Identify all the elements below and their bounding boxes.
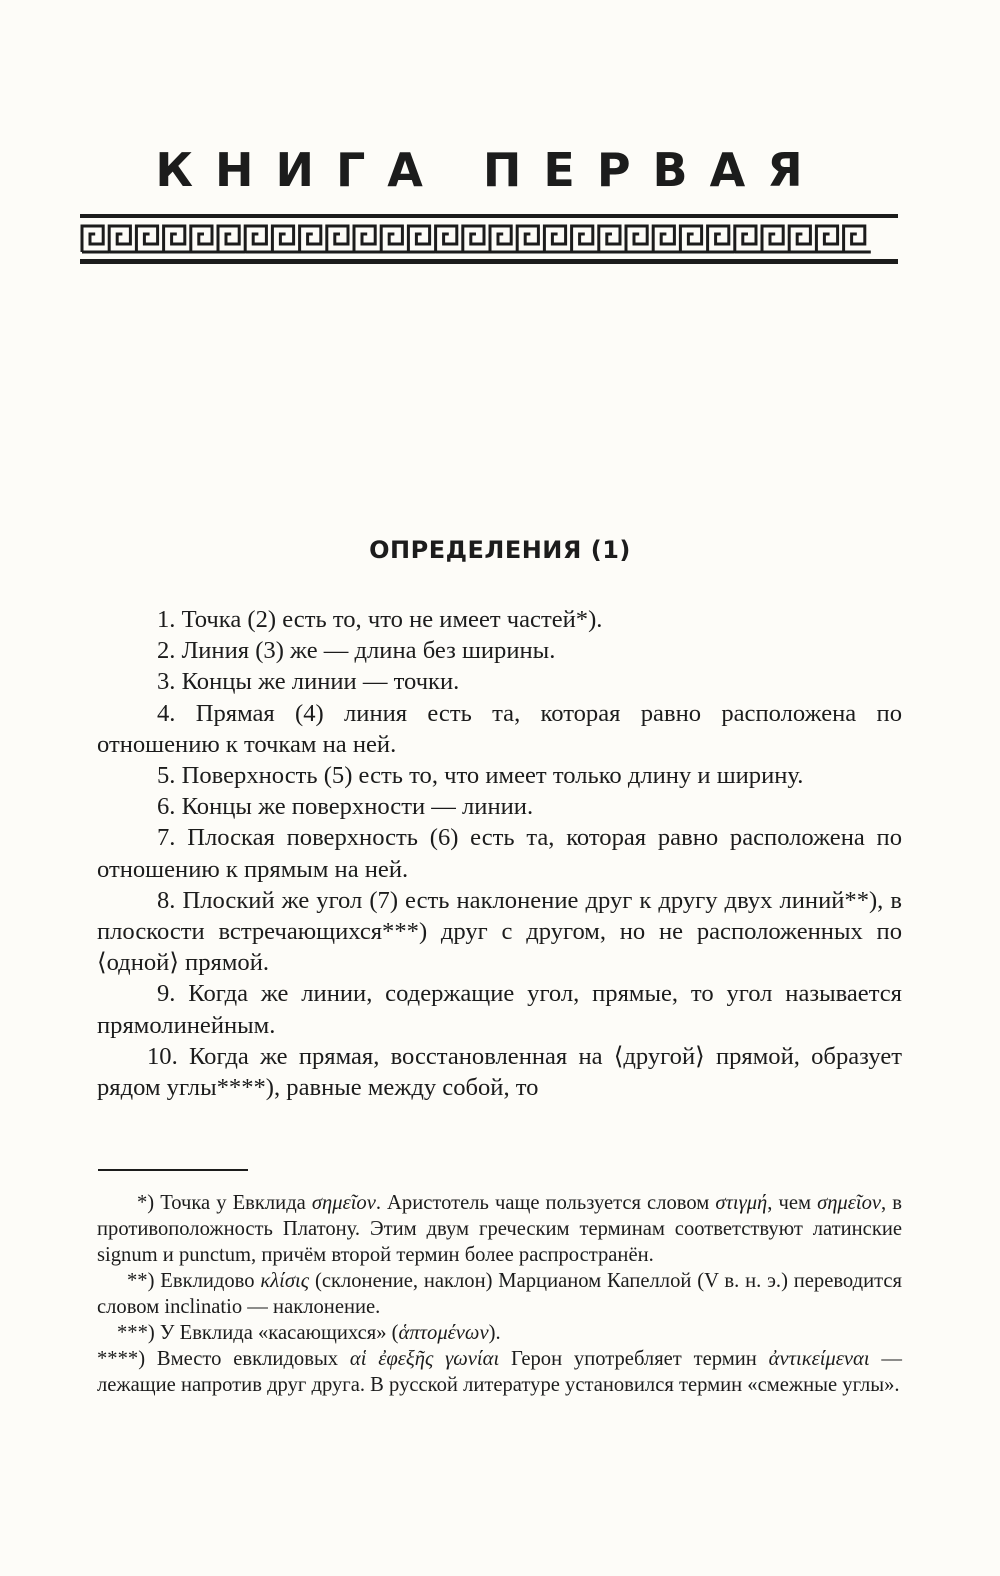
definitions-list xyxy=(97,604,902,1103)
footnote-4 xyxy=(97,1346,902,1398)
footnote-text: Герон употребляет термин xyxy=(499,1348,769,1370)
definition-6: 6. Концы же поверхности — линии. xyxy=(157,793,534,821)
definition-1: 1. Точка (2) есть то, что не имеет частей*). xyxy=(157,606,603,633)
footnote-text: , в противоположность Платону. Этим двум греческим терминам соответствуют латинские signum и punctum, причём второй термин более распространён. xyxy=(97,1192,902,1266)
greek-key-meander-icon xyxy=(80,212,898,266)
footnote-1 xyxy=(97,1190,902,1268)
definition-3: 3. Концы же линии — точки. xyxy=(157,668,460,696)
footnote-text: (склонение, наклон) Марцианом Капеллой (V в. н. э.) переводится словом inclinatio — наклонение. xyxy=(97,1270,902,1318)
footnote-divider xyxy=(98,1169,248,1171)
definition-4: 4. Прямая (4) линия есть та, которая равно расположена по отношению к точкам на ней. xyxy=(97,699,902,758)
footnote-text: — лежащие напротив друг друга. В русской литературе установился термин «смежные углы». xyxy=(97,1348,902,1396)
greek-term: στιγμή xyxy=(715,1192,768,1214)
definition-8: 8. Плоский же угол (7) есть наклонение друг к другу двух линий**), в плоскости встречающихся***) друг с другом, но не расположенных по ⟨одной⟩ прямой. xyxy=(97,886,902,977)
definition-7: 7. Плоская поверхность (6) есть та, которая равно расположена по отношению к прямым на ней. xyxy=(97,824,902,883)
definition-9: 9. Когда же линии, содержащие угол, прямые, то угол называется прямолинейным. xyxy=(97,980,902,1039)
greek-term: σημεῖον xyxy=(311,1192,376,1214)
greek-term: αἱ ἐφεξῆς γωνίαι xyxy=(349,1348,500,1370)
footnote-text: ****) Вместо евклидовых xyxy=(97,1348,350,1370)
footnote-text: ). xyxy=(488,1322,501,1344)
greek-term: ἁπτομένων xyxy=(398,1322,489,1344)
footnote-text: **) Евклидово xyxy=(127,1270,261,1292)
footnote-text: ***) У Евклида «касающихся» ( xyxy=(117,1322,399,1344)
footnotes-list xyxy=(97,1190,902,1398)
greek-term: ἀντικείμεναι xyxy=(768,1348,870,1370)
footnote-text: , чем xyxy=(767,1192,818,1214)
footnote-2 xyxy=(97,1268,902,1320)
greek-term: κλίσις xyxy=(260,1270,310,1292)
footnote-text: . Аристотель чаще пользуется словом xyxy=(375,1192,716,1214)
meander-pattern xyxy=(82,226,871,252)
footnote-3 xyxy=(97,1320,902,1346)
definition-10: 10. Когда же прямая, восстановленная на ⟨другой⟩ прямой, образует рядом углы****), равные между собой, то xyxy=(97,1042,902,1102)
definition-5: 5. Поверхность (5) есть то, что имеет только длину и ширину. xyxy=(157,762,804,790)
definition-2: 2. Линия (3) же — длина без ширины. xyxy=(157,637,556,665)
section-title: ОПРЕДЕЛЕНИЯ (1) xyxy=(369,536,631,564)
book-title: КНИГА ПЕРВАЯ xyxy=(155,143,825,197)
footnote-text: *) Точка у Евклида xyxy=(137,1192,312,1214)
greek-term: σημεῖον xyxy=(817,1192,882,1214)
